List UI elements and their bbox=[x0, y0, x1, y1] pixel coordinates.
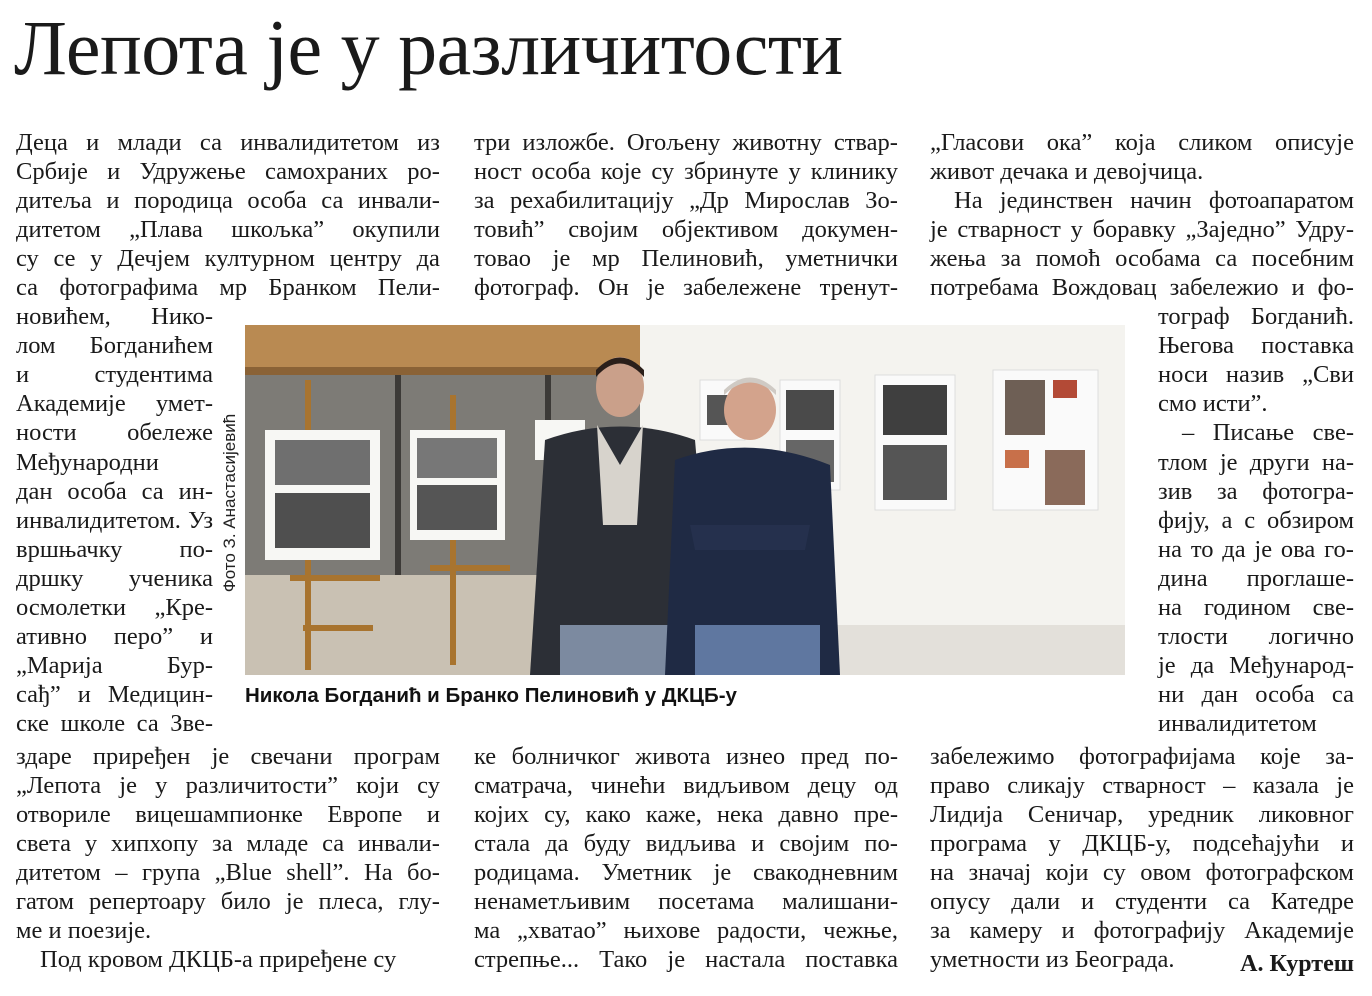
text-line: Академије умет- bbox=[16, 390, 213, 418]
text-line: товић” својим објективом докумен- bbox=[474, 216, 898, 243]
text-line: ма „хватао” њихове радости, чежње, bbox=[474, 917, 898, 944]
text-line: осмолетки „Кре- bbox=[16, 594, 213, 621]
text-line: носи назив „Сви bbox=[1158, 361, 1354, 389]
text-line: стала да буду видљива и својим по- bbox=[474, 830, 898, 857]
text-line: којих су, како каже, нека давно пре- bbox=[474, 801, 898, 828]
text-line: дитетом – група „Blue shell”. На бо- bbox=[16, 859, 440, 886]
text-line: фију, а с обзиром bbox=[1158, 506, 1354, 534]
text-line: су се у Дечјем културном центру да bbox=[16, 245, 440, 272]
text-line: на то да је ова го- bbox=[1158, 535, 1354, 563]
text-line: опусу дали и студенти са Катедре bbox=[930, 888, 1354, 915]
text-line: је да Међународ- bbox=[1158, 652, 1354, 680]
photo-caption: Никола Богданић и Бранко Пелиновић у ДКЦБ-у bbox=[245, 684, 737, 707]
text-line: дитетом „Плава шкољка” окупили bbox=[16, 216, 440, 243]
text-line: фотограф. Он је забележене тренут- bbox=[474, 274, 898, 301]
text-line: Под кровом ДКЦБ-а приређене су bbox=[40, 946, 397, 973]
text-line: лом Богданићем bbox=[16, 332, 213, 360]
text-line: – Писање све- bbox=[1182, 419, 1354, 447]
text-line: Деца и млади са инвалидитетом из bbox=[16, 129, 440, 156]
text-line: на годином све- bbox=[1158, 594, 1354, 621]
text-line: тограф Богданић. bbox=[1158, 303, 1354, 330]
text-line: дан особа са ин- bbox=[16, 477, 213, 505]
text-line: право сликају стварност – казала је bbox=[930, 772, 1354, 799]
exhibition-photo-image bbox=[245, 325, 1125, 675]
text-line: На јединствен начин фотоапаратом bbox=[954, 187, 1354, 214]
text-line: дина проглаше- bbox=[1158, 564, 1354, 592]
text-line: родицама. Уметник је свакодневним bbox=[474, 859, 898, 886]
text-line: дршку ученика bbox=[16, 564, 213, 592]
text-line: Србије и Удружење самохраних ро- bbox=[16, 158, 440, 185]
text-line: ненаметљивим посетама малишани- bbox=[474, 888, 898, 915]
text-line: тлости логично bbox=[1158, 623, 1354, 651]
text-line: сађ” и Медицин- bbox=[16, 681, 213, 709]
text-line: за камеру и фотографију Академије bbox=[930, 917, 1354, 944]
text-line: стрепње... Тако је настала поставка bbox=[474, 946, 898, 973]
text-line: Међународни bbox=[16, 448, 159, 476]
text-line: три изложбе. Огољену животну ствар- bbox=[474, 129, 898, 156]
photo-credit: Фото З. Анастасијевић bbox=[220, 413, 239, 592]
text-line: инвалидитетом bbox=[1158, 710, 1317, 738]
text-line: дитеља и породица особа са инвали- bbox=[16, 187, 440, 214]
article-headline: Лепота је у различитости bbox=[14, 4, 843, 91]
text-line: је стварност у боравку „Заједно” Удру- bbox=[930, 216, 1354, 243]
text-line: Лидија Сеничар, уредник ликовног bbox=[930, 801, 1354, 828]
text-line: живот дечака и девојчица. bbox=[930, 158, 1204, 185]
text-line: смо исти”. bbox=[1158, 390, 1268, 418]
text-line: „Гласови ока” која сликом описује bbox=[930, 129, 1354, 156]
text-line: на значај који су овом фотографском bbox=[930, 859, 1354, 886]
text-line: зив за фотогра- bbox=[1158, 477, 1354, 505]
author-signature: А. Куртеш bbox=[1240, 951, 1354, 977]
text-line: ме и поезије. bbox=[16, 917, 152, 944]
text-line: ативно перо” и bbox=[16, 623, 213, 651]
text-line: ности обележе bbox=[16, 419, 213, 447]
text-line: забележимо фотографијама које за- bbox=[930, 743, 1354, 770]
text-line: потребама Вождовац забележио и фо- bbox=[930, 274, 1354, 301]
text-line: гатом репертоару било је плеса, глу- bbox=[16, 888, 440, 915]
text-line: Његова поставка bbox=[1158, 332, 1354, 360]
text-line: тлом је други на- bbox=[1158, 448, 1354, 476]
text-line: новићем, Нико- bbox=[16, 303, 213, 330]
text-line: са фотографима мр Бранком Пели- bbox=[16, 274, 440, 301]
text-line: сматрача, чинећи видљивом децу од bbox=[474, 772, 898, 799]
text-line: уметности из Београда. bbox=[930, 946, 1175, 973]
text-line: „Марија Бур- bbox=[16, 652, 213, 680]
text-line: ност особа које су збринуте у клинику bbox=[474, 158, 898, 185]
text-line: инвалидитетом. Уз bbox=[16, 506, 213, 534]
text-line: ске школе са Зве- bbox=[16, 710, 213, 738]
text-line: отвориле вицешампионке Европе и bbox=[16, 801, 440, 828]
text-line: вршњачку по- bbox=[16, 535, 213, 563]
text-line: „Лепота је у различитости” који су bbox=[16, 772, 440, 799]
text-line: програма у ДКЦБ-у, подсећајући и bbox=[930, 830, 1354, 857]
text-line: и студентима bbox=[16, 361, 213, 389]
text-line: товао је мр Пелиновић, уметнички bbox=[474, 245, 898, 272]
text-line: за рехабилитацију „Др Мирослав Зо- bbox=[474, 187, 898, 214]
text-line: света у хипхопу за младе са инвали- bbox=[16, 830, 440, 857]
article-photo bbox=[245, 325, 1125, 675]
text-line: ни дан особа са bbox=[1158, 681, 1354, 709]
text-line: ке болничког живота изнео пред по- bbox=[474, 743, 898, 770]
text-line: здаре приређен је свечани програм bbox=[16, 743, 440, 770]
text-line: жења за помоћ особама са посебним bbox=[930, 245, 1354, 272]
